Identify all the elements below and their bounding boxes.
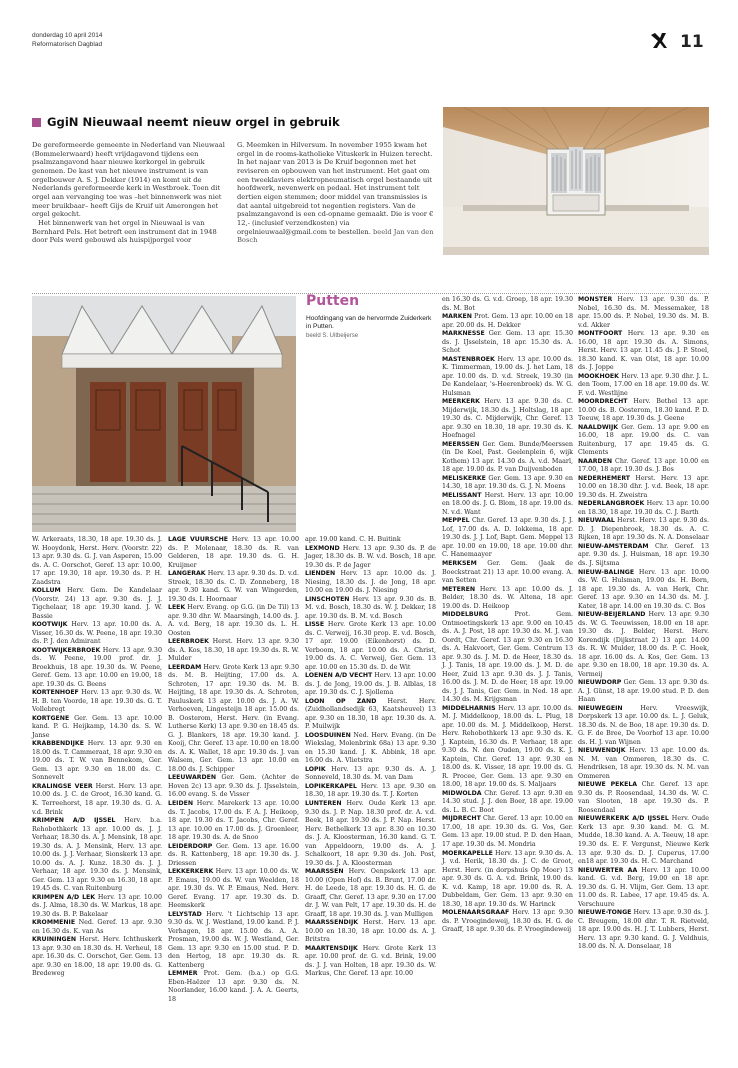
place-name: MIDDELBURG [442,611,489,619]
service-times: Herv. Bethel 13 apr. 10.00 ds. B. Oosterom, 18.30 kand. P. D. Teeuw, 18 apr. 19.30 ds. J. Geene [578,398,709,423]
page-header [32,31,102,49]
service-times: Herv. 13 apr. 10.00 ds. J. Niesing, 18.30 ds. J. de Jong, 18 apr. 10.00 en 19.00 ds. J. Niesing [305,570,436,595]
service-times: Prot. Gem. 13 apr. 10.00 en 18 apr. 20.00 ds. H. Dekker [442,313,573,329]
service-times: Herst. Herv. 13 apr. 9.30 ds. D. J. Diepenbroek, 18.30 ds. A. C. Rijken, 18 apr. 19.30 ds. N. A. Donselaar [578,517,709,542]
place-name: MAARTENSDIJK [305,944,358,952]
service-times: Herv. 13 apr. 9.30 en 18.00 ds. T. Cammeraat, 18 apr. 9.30 en 19.00 ds. T. W. van Bennekom, Ger. Gem. 13 apr. 9.30 en 18.00 ds. C. Sonnevelt [32,740,162,782]
listing-entry [32,817,162,894]
listing-entry [305,800,436,868]
listing-entry [578,867,709,910]
service-times: Ger. Gem. (Achter de Hoven 2c) 13 apr. 9.30 ds. J. IJsselstein, 16.00 evang. S. de Visser [168,774,299,799]
service-times: Prot. Gem. (b.a.) op G.G. Eben-Haëzer 13 apr. 9.30 ds. N. Noorlander, 16.00 kand. J. A. A. Geerts, 18 [168,970,299,1003]
listing-entry [305,621,436,672]
listing-entry [168,638,299,664]
place-name: MAARSSEN [305,868,344,876]
place-name: KOLLUM [32,587,61,595]
place-name: LINSCHOTEN [305,595,350,603]
place-name: MOLENAARSGRAAF [442,909,510,917]
article-column-1 [32,141,228,245]
service-times: Herv. 13 apr. 9.30 en 16.00, 18 apr. 19.30 ds. A. Simons, Herst. Herv. 13 apr. 11.45 ds. J. P. Stoel, 18.30 kand. K. van Olst, 18 apr. 10.00 ds. J. Joppe [578,330,709,372]
service-times: Herst. Herv. (Zuidhollandsedijk 63, Kaatsheuvel) 13 apr. 9.30 en 18.30, 18 apr. 19.30 ds. A. P. Muilwijk [305,697,436,731]
place-name: KRALINGSE VEER [32,782,93,790]
listing-entry [578,330,709,373]
place-name: KRIMPEN A/D IJSSEL [32,817,116,825]
place-name: METEREN [442,585,476,593]
listing-entry [578,500,709,517]
place-name: NAALDWIJK [578,423,619,431]
place-name: LEEK [168,604,186,612]
place-name: LIENDEN [305,570,336,578]
listing-entry [578,781,709,815]
listing-entry [168,604,299,638]
service-times: Herv. 13 apr. 10.00 ds. P. Molenaar, 18.30 ds. R. van Gelderen, 18 apr. 19.30 ds. G. H. Kruijmer [168,536,299,569]
putten-heading: Putten [306,293,360,309]
place-name: KORTENHOEF [32,689,79,697]
place-name: KRABBENDIJKE [32,740,84,748]
photo-caption [306,315,434,340]
service-times: Herv. 13 apr. 9.30 ds. W. H. B. ten Voorde, 18 apr. 19.30 ds. G. T. Vollebregt [32,689,162,714]
page-number: 11 [680,32,704,52]
place-name: LOENEN A/D VECHT [305,672,373,680]
listing-entry [578,705,709,748]
service-times: Herv. 13 apr. 9.30 dhr. J. L. den Toom, 17.00 en 18 apr. 19.00 ds. W. F. v.d. Westlijne [578,372,709,397]
service-times: Chr. Geref. 13 apr. 9.30 ds. J. Huisman, 18 apr. 19.30 ds. J. Sijtsma [578,542,709,567]
listing-entry [168,970,299,1004]
listing-entry [578,458,709,475]
service-times: Herv. 13 apr. 10.00 ds. N. M. van Ommeren, 18.30 ds. C. Hendriksen, 18 apr. 19.30 ds. N. M. van Ommeren [578,747,709,780]
place-name: NEDERLANGBROEK [578,500,645,508]
service-times: Chr. Geref. 13 apr. 9.30 ds. J. J. Lof, 17.00 ds. A. D. Iokkema, 18 apr. 19.30 ds. J. J. Lof, Bapt. Gem. Meppel 13 apr. 10.00 en 19.00, 18 apr. 19.00 dhr. C. Hanemaayer [442,517,573,559]
service-times: apr. 19.00 kand. C. H. Buitink [305,536,401,543]
place-name: LOOSDUINEN [305,731,351,739]
listing-entry [442,441,573,475]
service-times: Ger. Gem. 13 apr. 10.00 kand. P. G. Heijkamp, 14.30 ds. S. W. Janse [32,714,162,739]
place-name: LEEUWARDEN [168,774,217,782]
place-name: NIEUWDORP [578,679,622,687]
service-times: Herst. Herv. 13 apr. 10.00 en 18.00 ds. J. G. Blom, 18 apr. 19.00 ds. N. v.d. Want [442,491,573,516]
listing-entry [578,611,709,679]
listing-entry [578,679,709,705]
place-name: MASTENBROEK [442,355,495,363]
listing-entry [305,783,436,800]
service-times: Herv. 13 apr. 10.00 ds. M. J. Middelkoop, 18.00 ds. L. Plug, 18 apr. 10.00 ds. M. J. Middelkoop, Herst. Herv. Rehobothkerk 13 apr. 9.30 ds. K. J. Kaptein, 16.30 ds. P. Verhaar, 18 apr. 9.30 ds. N. den Ouden, 19.00 ds. K. J. Kaptein, Chr. Geref. 13 apr. 9.30 en 18.00 ds. K. Visser, 18 apr. 19.00 ds. G. R. Procee, Ger. Gem. 13 apr. 9.30 en 18.00, 18 apr. 19.00 ds. S. Maljaars [442,704,573,789]
listing-entry [442,398,573,441]
section-logo-icon [650,32,668,54]
listing-entry [305,698,436,732]
place-name: LISSE [305,621,325,629]
listing-entry [32,536,162,587]
service-times: Herv. Grote Kerk 13 apr. 10.00 ds. C. Verweij, 16.30 prop. E. v.d. Bosch, 17 apr. 19.00 (Eikenhorst) ds. D. Verboom, 18 apr. 10.00 ds. A. Christ, 19.00 ds. A. C. Verweij, Ger. Gem. 13 apr. 10.00 en 15.30 ds. D. de Wit [305,621,436,671]
listing-entry [305,945,436,979]
service-times: Herv. Grote Kerk 13 apr. 9.30 ds. M. B. Heijting, 17.00 ds. A. Schroten, 17 apr. 19.30 ds. M. B. Heijting, 18 apr. 19.30 ds. A. Schroten, Pauluskerk 13 apr. 10.00 ds. J. A. W. Verhoeven, Lingesteijn 18 apr. 15.00 ds. B. Oosterom, Herst. Herv. (in Evang. Lutherse Kerk) 13 apr. 9.30 en 18.45 ds. G. J. Blankers, 18 apr. 19.30 kand. J. Kooij, Chr. Geref. 13 apr. 10.00 en 18.00 ds. A. K. Wallet, 18 apr. 19.30 ds. J. van Walsem, Ger. Gem. 13 apr. 10.00 en 18.00 ds. J. Schipper [168,663,299,773]
listing-entry [578,296,709,330]
place-name: NIEUWERTER AA [578,866,638,874]
listing-entry [305,766,436,783]
section-divider [32,293,709,294]
place-name: MERKSEM [442,559,477,567]
service-times: Herst. Herv. 13 apr. 10.00 ds. J. C. de Groot, 16.30 kand. G. K. Terreehorst, 18 apr. 19.30 ds. G. A. v.d. Brink [32,782,162,816]
service-times: Herv. 't Lichtschip 13 apr. 9.30 ds. W. J. Westland, 19.00 kand. P. J. Verhagen, 18 apr. 15.00 ds. A. A. Prosman, 19.00 ds. W. J. Westland, Ger. Gem. 13 apr. 9.30 en 15.00 stud. P. D. den Hertog, 18 apr. 19.30 ds. R. Kattenberg [168,910,299,969]
place-name: KORTGENE [32,714,70,722]
place-name: LEXMOND [305,544,340,552]
service-times: Herv. 13 apr. 10.00 ds. W. P. Emaus, 19.00 ds. W. van Weelden, 18 apr. 19.30 ds. W. P. Emaus, Ned. Herv. Geref. Evang. 17 apr. 19.30 ds. D. Heemskerk [168,868,299,910]
place-name: MEPPEL [442,517,470,525]
listing-entry [442,560,573,586]
service-times: Herv. 13 apr. 9.30 ds. A. J. Sonneveld, 18.30 ds. M. van Dam [305,765,436,782]
service-times: Prot. Gem. Ontmoetingskerk 13 apr. 9.00 en 10.45 ds. A. J. Post, 18 apr. 19.30 ds. M. J. van Oordt, Chr. Geref. 13 apr. 9.30 en 16.30 ds. A. Hakvoort, Ger. Gem. Centrum 13 apr. 9.30 ds. J. M. D. de Heer, 18.30 ds. J. J. Tanis, 18 apr. 19.00 ds. J. M. D. de Heer, Zuid 13 apr. 9.30 ds. J. J. Tanis, 16.00 ds. J. M. D. de Heer, 18 apr. 19.00 ds. J. J. Tanis, Ger. Gem. in Ned. 18 apr. 14.30 ds. M. Krijgsman [442,611,573,704]
listing-entry [32,936,162,979]
service-times: Herv. Evang. op G.G. (in De Til) 13 apr. 9.30 dhr. W. Maarsingh, 14.00 ds. J. A. v.d. Berg, 18 apr. 19.30 ds. L. H. Oosten [168,604,299,637]
listing-entry [442,330,573,356]
service-times: Ned. Geref. 13 apr. 9.30 en 16.30 ds. K. van As [32,919,162,935]
service-times: Herst. Herv. 13 apr. 10.00 en 18.30 dhr. J. v.d. Beek, 18 apr. 19.30 ds. H. Zweistra [578,474,709,499]
place-name: KRIMPEN A/D LEK [32,893,96,901]
listing-entry [168,774,299,800]
service-times: Ger. Gem. (Jaak de Boeckstraat 21) 13 apr. 10.00 evang. A. van Setten [442,559,573,585]
place-name: KOOTWIJK [32,621,68,629]
service-times: Chr. Geref. 13 apr. 10.00 en 17.00, 18 apr. 19.30 ds. J. Bos [578,457,709,474]
place-name: LOPIK [305,765,326,773]
service-times: Herv. Oude Kerk 13 apr. 9.30 ds. J. P. Nap. 18.30 prof. dr. A. v.d. Beek, 18 apr. 19.30 ds. J. P. Nap. Herst. Herv. Bethelkerk 13 apr. 8.30 en 10.30 ds. J. A. Kloosterman, 16.30 kand. G. T. van Appeldoorn, 19.00 ds. A. J. Schalkoort, 18 apr. 9.30 ds. Joh. Post, 19.30 ds. J. A. Kloosterman [305,799,436,867]
service-times: Herv. 13 apr. 10.00 en 18.30, 18 apr. 19.30 ds. C. J. Barth [578,500,709,516]
listing-entry [442,909,573,935]
service-times: Herv. 13 apr. 9.30 ds. B. M. v.d. Bosch, 18.30 ds. W. J. Dekker, 18 apr. 19.30 ds. B. M. v.d. Bosch [305,595,436,620]
listing-entry [168,536,299,570]
listing-entry [578,569,709,612]
place-name: MELISKERKE [442,474,486,482]
service-times: Herv. Grote Kerk 13 apr. 10.00 prof. dr. G. v.d. Brink, 19.00 ds. J. J. van Holten, 18 apr. 19.30 ds. W. Markus, Chr. Geref. 13 apr. 10.00 [305,944,436,978]
listing-entry [578,373,709,399]
listing-column-4 [442,296,573,935]
listing-entry [32,740,162,783]
place-name: NIEUWENDIJK [578,747,626,755]
church-entrance-photo [32,296,296,532]
listing-entry [578,475,709,501]
place-name: NIEUW-AMSTERDAM [578,542,649,550]
newspaper-name: Reformatorisch Dagblad [32,41,103,48]
service-times: Herv. 13 apr. 10.00 ds. J. Alma, 18.30 ds. W. Markus, 18 apr. 19.30 ds. B. P. Bakelaar [32,893,162,918]
listing-entry [578,517,709,543]
listing-entry [32,894,162,920]
listing-entry [305,570,436,596]
place-name: MONSTER [578,296,613,303]
listing-entry [168,868,299,911]
listing-entry [305,596,436,622]
place-name: KRUININGEN [32,936,77,944]
article-column-2 [237,141,434,245]
listing-entry [305,919,436,945]
service-times: Herv. Gem. De Kandelaar (Voorstr. 24) 13 apr. 9.30 ds. J. J. Tigchelaar, 18 apr. 19.30 kand. J. W. Bassie [32,587,162,620]
listing-entry [305,536,436,545]
service-times: Herv. 13 apr. 9.30 ds. W. G. Teeuwissen, 18.00 en 18 apr. 19.30 ds. J. Belder, Herst. Herv. Korendijk (Dijkstraat 2) 13 apr. 14.00 ds. R. W. Mulder, 18.00 ds. P. C. Hoek, 18 apr. 16.00 ds. A. Kos, Ger. Gem. 13 apr. 9.30 en 18.00, 18 apr. 19.30 ds. A. Vermeij [578,611,709,678]
service-times: Herv. 13 apr. 9.30 ds. P. Vroegindeweij, 18.30 ds. H. G. de Graaff, 18 apr. 9.30 ds. P. Vroegindeweij [442,909,573,934]
service-times: Herv. 13 apr. 9.30 ds. P. Nobel, 16.30 ds. M. Messemaker, 18 apr. 15.00 ds. P. Nobel, 19.30 ds. M. B. v.d. Akker [578,296,709,329]
place-name: NIEUWEGEIN [578,704,623,712]
place-name: KOOTWIJKERBROEK [32,646,101,654]
article-paragraph: Het binnenwerk van het orgel in Nieuwaal is van Bernhard Pels. Het betreft een instrument dat in 1948 door Pels werd gebouwd als huispijporgel voor [32,218,217,245]
listing-entry [32,621,162,647]
place-name: LEIDEN [168,799,194,807]
service-times: Herv. 13 apr. 9.30 ds. A. J. v.d. Herik, 18.30 ds. J. C. de Groot, Herst. Herv. (in dorpshuis Op Moer) 13 apr. 9.30 ds. G. A. v.d. Brink, 19.00 ds. K. v.d. Kamp, 18 apr. 19.00 ds. R. A. Dubbeldam, Ger. Gem. 13 apr. 9.30 en 18.30, 18 apr. 19.30 ds. W. Harinck [442,849,573,908]
listing-entry [578,747,709,781]
place-name: NIEUWE-TONGE [578,909,632,917]
service-times: Herv. 13 apr. 10.00 ds. A. Visser, 16.30 ds. W. Peene, 18 apr. 19.30 ds. P. J. den Admirant [32,621,162,646]
listing-entry [442,611,573,705]
service-times: Herv. 13 apr. 9.30 ds. P. de Jager, 18.30 ds. B. W. v.d. Bosch, 18 apr. 19.30 ds. P. de Jager [305,544,436,569]
listing-entry [305,732,436,766]
listing-entry [442,313,573,330]
service-times: Herv. 13 apr. 9.30 ds. C. Mijderwijk, 18.30 ds. J. Holtslag, 18 apr. 19.30 ds. C. Mijderwijk, Chr. Geref. 13 apr. 9.30 en 18.30, 18 apr. 19.30 ds. K. Hoefnagel [442,398,573,440]
place-name: MOORDRECHT [578,398,628,406]
article-headline [32,115,340,129]
listing-entry [442,790,573,816]
service-times: Ger. Gem. 13 apr. 15.30 ds. J. IJsselstein, 18 apr. 15.30 ds. A. Schot [442,330,573,355]
photo-credit: beeld Jan van den Bosch [237,227,434,245]
service-times: Herv. 13 apr. 9.30 ds. D. v.d. Streek, 18.30 ds. C. D. Zonneberg, 18 apr. 9.30 kand. G. W. van Wingerden, 19.30 ds. I. Hoornaar [168,570,299,603]
headline-marker-icon [32,118,41,127]
listing-entry [305,868,436,919]
place-name: NEDERHEMERT [578,474,631,482]
place-name: NIEUWERKERK A/D IJSSEL [578,815,669,823]
place-name: KROMMENIE [32,919,76,927]
listing-entry [32,587,162,621]
listing-entry [578,815,709,866]
place-name: LEERDAM [168,663,202,671]
listing-entry [442,492,573,518]
listing-entry [442,475,573,492]
listing-entry [305,545,436,571]
listing-entry [442,850,573,910]
listing-column-2 [168,536,299,1004]
service-times: Herv. 13 apr. 10.00 ds. J. de Jong, 19.00 ds. J. B. Alblas, 18 apr. 19.30 ds. C. J. Sjollema [305,672,436,697]
service-times: Herv. 13 apr. 9.30 ds. J. C. Breugem, 18.00 dhr. T. R. Rietveld, 18 apr. 19.00 ds. H. J. T. Lubbers, Herst. Herv. 13 apr. 9.30 kand. G. J. Veldhuis, 18.00 ds. N. A. Donselaar, 18 [578,909,709,951]
place-name: LOON OP ZAND [305,697,377,705]
listing-entry [442,705,573,790]
listing-entry [578,543,709,569]
service-times: Ned. Herv. Evang. (in De Wiekslag, Molenbrink 68a) 13 apr. 9.30 en 15.30 kand. J. K. Abbink, 18 apr. 16.00 ds. A. Vlietstra [305,731,436,765]
listing-column-5 [578,296,709,952]
service-times: Herv. b.a. Rehobothkerk 13 apr. 10.00 ds. J. J. Verhaar, 18.30 ds. A. J. Mensink, 18 apr. 19.30 ds. A. J. Mensink, Herv. 13 apr. 10.00 ds. J. J. Verhaar, Sionskerk 13 apr. 10.00 ds. A. J. Kunz. 18.30 ds. J. J. Verhaar, 18 apr. 19.30 ds. J. Mensink, Ger. Gem. 13 apr. 9.30 en 16.30, 18 apr. 19.45 ds. C. van Ruitenburg [32,817,162,893]
place-name: MIDDELHARNIS [442,704,496,712]
service-times: Ger. Gem. 13 apr. 9.30 en 14.30, 18 apr. 19.30 ds. G. J. N. Moens [442,474,573,491]
place-name: MELISSANT [442,491,482,499]
organ-photo [443,107,709,255]
service-times: Ger. Gem. 13 apr. 9.00 en 16.00, 18 apr. 19.00 ds. C. van Ruitenburg, 17 apr. 19.45 ds. G. Clements [578,423,709,457]
listing-entry [578,398,709,424]
listing-column-1 [32,536,162,979]
listing-entry [32,689,162,715]
service-times: Herv. 13 apr. 9.30 en 18.30, 18 apr. 19.30 ds. T. J. Korten [305,782,436,799]
place-name: MIJDRECHT [442,815,481,823]
place-name: MONTFOORT [578,330,623,338]
service-times: Ger. Gem. 13 apr. 16.00 ds. R. Kattenberg, 18 apr. 19.30 ds. J. Driessen [168,842,299,867]
article-paragraph: G. Meemken in Hilversum. In november 1955 kwam het orgel in de rooms-katholieke Vituskerk in Huizen terecht. In het najaar van 2013 is De Kruif begonnen met het reviseren en opbouwen van het instrument. Het gaat om een tweeklaviers elektropneumatisch orgel bestaande uit hoofdwerk, nevenwerk en pedaal. Het instrument telt dertien eigen stemmen; door middel van transmissies is dat aantal uitgebreid tot negentien registers. Van de psalmzangavond is een cd-opname gemaakt. Die is voor € 12,- (inclusief verzendkosten) via orgelnieuwaal@gmail.com te bestellen. [237,141,434,236]
place-name: NAARDEN [578,457,613,465]
place-name: MARKEN [442,313,472,321]
place-name: NIEUW-BALINGE [578,568,635,576]
place-name: LEMMER [168,970,198,978]
article-paragraph: De gereformeerde gemeente in Nederland van Nieuwaal (Bommelerwaard) heeft vrijdagavond tijdens een psalmzangavond haar nieuwe kerkorgel in gebruik genomen. De kast van het nieuwe instrument is van orgelbouwer A. S. J. Dekker (1914) en komt uit de Nederlands gereformeerde kerk in Westbroek. Toen dit orgel aan vervanging toe was –het binnenwerk was niet meer bruikbaar– heeft Gijs de Kruif uit Amerongen het orgel gekocht. [32,141,225,219]
service-times: Chr. Geref. 13 apr. 9.30 ds. P. Roosendaal, 14.30 ds. W. C. van Slooten, 18 apr. 19.30 ds. P. Roosendaal [578,781,709,814]
listing-entry [442,586,573,612]
place-name: LELYSTAD [168,910,202,918]
place-name: MEERKERK [442,398,480,406]
place-name: LEERBROEK [168,638,209,646]
caption-text: Hoofdingang van de hervormde Zuiderkerk in Putten. [306,315,432,331]
page-number-block [650,32,704,54]
listing-entry [32,919,162,936]
listing-entry [168,664,299,775]
service-times: Herv. Oude Kerk 13 apr. 9.30 kand. M. G. M. Mudde, 18.30 kand. A. A. Teeuw, 18 apr. 19.30 ds. E. F. Vergunst, Nieuwe Kerk 13 apr. 9.30 ds. D. J. Cuperus, 17.00 en18 apr. 19.30 ds. H. C. Marchand [578,815,709,866]
service-times: Herst. Herv. Ichthuskerk 13 apr. 9.30 en 18.30 ds. H. Verheul, 18 apr. 16.30 ds. C. Oorschot, Ger. Gem. 13 apr. 9.30 en 18.00, 18 apr. 19.00 ds. G. Bredeweg [32,936,162,978]
listing-entry [168,911,299,971]
listing-column-3 [305,536,436,979]
service-times: Herv. Marekerk 13 apr. 10.00 ds. T. Jacobs, 17.00 ds. F. A. J. Heikoop, 18 apr. 19.30 ds. T. Jacobs, Chr. Geref. 13 apr. 10.00 en 17.00 ds. J. Groenleer, 18 apr. 19.30 ds. A. de Snoo [168,799,299,842]
listing-entry [442,517,573,560]
place-name: NIEUWE PEKELA [578,781,638,789]
place-name: MOOKHOEK [578,372,619,380]
service-times: W. Arkeraats, 18.30, 18 apr. 19.30 ds. J. W. Hooydonk, Herst. Herv. (Voorstr. 22) 13 apr. 9.30 ds. G. J. van Asperen, 15.00 ds. A. C. Oorschot, Geref. 13 apr. 10.00, 17 apr. 19.30, 18 apr. 19.30 ds. P. H. Zaadstra [32,536,162,586]
listing-entry [442,296,573,313]
service-times: Chr. Geref. 13 apr. 9.30 en 14.30 stud. J. J. den Boer, 18 apr. 19.00 ds. L. B. C. Boot [442,789,573,814]
service-times: Chr. Geref. 13 apr. 10.00 en 17.00, 18 apr. 19.30 ds. G. Vos, Ger. Gem. 13 apr. 19.00 stud. P. D. den Haan, 17 apr. 19.30 ds. M. Mondria [442,815,573,848]
service-times: Ger. Gem. 13 apr. 9.30 ds. A. J. Günst, 18 apr. 19.00 stud. P. D. den Haan [578,679,709,704]
listing-entry [168,570,299,604]
service-times: Herv. Vreeswijk, Dorpskerk 13 apr. 10.00 ds. L. J. Geluk, 18.30 ds. N. de Boo, 18 apr. 19.30 ds. D. G. F. de Bree, De Voorhof 13 apr. 10.00 ds. H. J. van Wijnen [578,704,709,746]
listing-entry [168,800,299,843]
place-name: LEKKERKERK [168,868,214,876]
listing-entry [578,909,709,952]
place-name: MAARSSENDIJK [305,919,359,927]
place-name: LUNTEREN [305,799,342,807]
service-times: Herst. Herv. 13 apr. 9.30 ds. A. Kos, 18.30, 18 apr. 19.30 ds. R. W. Mulder [168,638,299,663]
service-times: en 16.30 ds. G. v.d. Groep, 18 apr. 19.30 ds. M. Bot [442,296,573,312]
place-name: LAGE VUURSCHE [168,536,229,543]
place-name: MIDWOLDA [442,789,482,797]
place-name: MEERSSEN [442,440,480,448]
service-times: Herv. 13 apr. 10.00 ds. J. Belder, 18.30 ds. W. Altena, 18 apr. 19.00 ds. D. Heikoop [442,585,573,610]
listing-entry [32,715,162,741]
listing-entry [442,815,573,849]
service-times: Herv. Oenpskerk 13 apr. 10.00 (Open Hof) ds. B. Brunt, 17.00 dr. H. de Leede, 18 apr. 19.30 ds. H. G. de Graaff, Chr. Geref. 13 apr. 9.30 en 17.00 dr. J. W. van Pelt, 17 apr. 19.30 ds. H. de Graaff, 18 apr. 19.30 ds. J. van Mulligen [305,868,436,918]
place-name: LANGERAK [168,570,206,578]
service-times: Herv. 13 apr. 10.00 ds. K. Timmerman, 19.00 ds. J. het Lam, 18 apr. 10.00 ds. D. v.d. Streek, 19.30 (in De Kandelaar, 's-Heerenbroek) ds. W. G. Hulsman [442,355,573,397]
listing-entry [168,843,299,869]
listing-entry [32,647,162,690]
place-name: LOPIKERKAPEL [305,782,357,790]
service-times: Ger. Gem. Bunde/Meerssen (in De Koel, Past. Geelenplein 6, wijk Kothem) 13 apr. 14.30 ds. A. v.d. Maarl, 18 apr. 19.00 ds. P. van Duijvenboden [442,440,573,474]
listing-entry [305,672,436,698]
listing-entry [442,356,573,399]
issue-date: donderdag 10 april 2014 [32,32,103,39]
service-times: Herv. 13 apr. 10.00 kand. G. v.d. Berg, 19.00 en 18 apr. 19.30 ds. G. H. Vlijm, Ger. Gem. 13 apr. 11.00 ds. R. Labee, 17 apr. 19.45 ds. A. Verschuure [578,866,709,908]
place-name: MOERKAPELLE [442,849,493,857]
place-name: NIEUWAAL [578,517,615,525]
article-title: GgiN Nieuwaal neemt nieuw orgel in gebruik [47,115,340,129]
service-times: Herv. 13 apr. 10.00 ds. W. G. Hulsman, 19.00 ds. H. Born, 18 apr. 19.30 ds. A. van Herk, Chr. Geref. 13 apr. 9.30 en 14.30 ds. M. J. Kater, 18 apr. 14.00 en 19.30 ds. C. Bos [578,568,709,610]
place-name: LEIDERDORP [168,842,213,850]
place-name: NIEUW-BEIJERLAND [578,611,646,619]
service-times: Herst. Herv. 13 apr. 10.00 en 18.30, 18 apr. 10.00 ds. A. J. Britstra [305,919,436,944]
listing-entry [32,783,162,817]
listing-entry [578,424,709,458]
service-times: Herv. 13 apr. 9.30 ds. W. Peene, 19.00 prof. dr. J. Broekhuis, 18 apr. 19.30 ds. W. Peene, Geref. Gem. 13 apr. 10.00 en 19.00, 18 apr. 19.30 ds. G. Beens [32,646,162,688]
caption-credit: beeld S. Uitbeijerse [306,332,359,339]
place-name: MARKNESSE [442,330,485,338]
